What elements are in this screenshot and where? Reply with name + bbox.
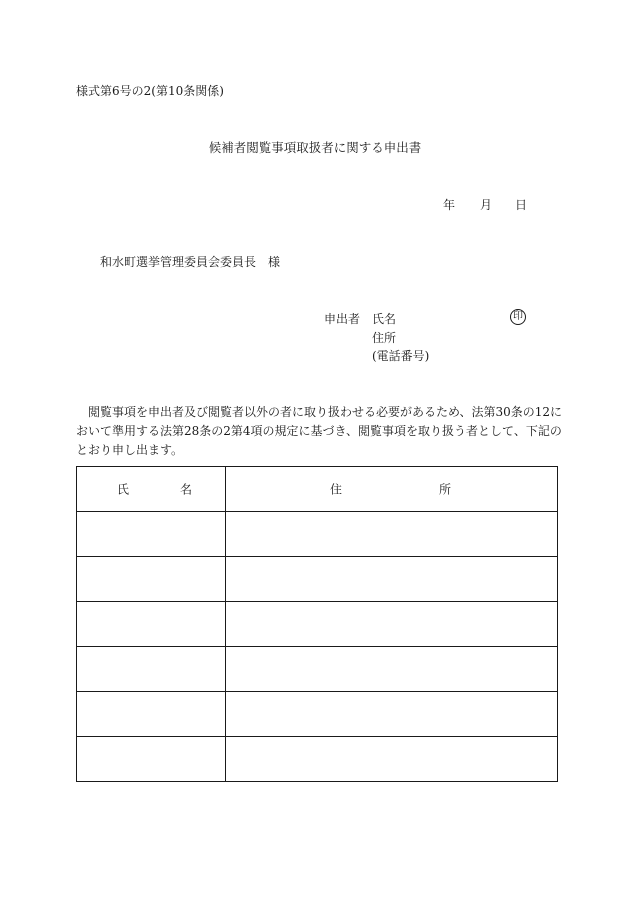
date-year-label: 年 <box>443 198 456 212</box>
table-row <box>77 692 558 737</box>
table-header-row <box>77 467 558 512</box>
table-row <box>77 602 558 647</box>
address-cell[interactable] <box>226 602 558 647</box>
address-cell[interactable] <box>226 737 558 782</box>
name-cell[interactable] <box>77 737 226 782</box>
applicant-address-label: 住所 <box>372 331 397 345</box>
name-cell[interactable] <box>77 692 226 737</box>
name-column-header <box>77 467 226 512</box>
address-cell[interactable] <box>226 557 558 602</box>
declaration-line: とおり申し出ます。 <box>76 443 184 457</box>
applicant-name-label: 氏名 <box>372 312 397 326</box>
name-cell[interactable] <box>77 512 226 557</box>
name-cell[interactable] <box>77 557 226 602</box>
name-cell[interactable] <box>77 602 226 647</box>
table-row <box>77 737 558 782</box>
address-header-char: 所 <box>439 482 452 497</box>
name-header-char: 名 <box>180 482 193 497</box>
table-row <box>77 512 558 557</box>
address-column-header <box>226 467 558 512</box>
table-row <box>77 557 558 602</box>
declaration-line: 閲覧事項を申出者及び閲覧者以外の者に取り扱わせる必要があるため、法第30条の12に <box>88 405 563 419</box>
form-number: 様式第6号の2(第10条関係) <box>76 84 224 98</box>
applicant-label: 申出者 <box>324 312 361 326</box>
addressee: 和水町選挙管理委員会委員長 様 <box>100 255 281 269</box>
declaration-line: おいて準用する法第28条の2第4項の規定に基づき、閲覧事項を取り扱う者として、下記の <box>76 424 562 438</box>
name-header-char: 氏 <box>117 482 130 497</box>
name-cell[interactable] <box>77 647 226 692</box>
seal-mark-icon: 印 <box>510 309 526 325</box>
address-cell[interactable] <box>226 692 558 737</box>
date-month-label: 月 <box>480 198 493 212</box>
handlers-table <box>76 466 558 782</box>
date-day-label: 日 <box>515 198 528 212</box>
declaration-text <box>76 403 563 460</box>
address-header-char: 住 <box>330 482 343 497</box>
address-cell[interactable] <box>226 647 558 692</box>
address-cell[interactable] <box>226 512 558 557</box>
table-row <box>77 647 558 692</box>
applicant-phone-label: (電話番号) <box>372 349 430 363</box>
document-title: 候補者閲覧事項取扱者に関する申出書 <box>208 140 422 155</box>
